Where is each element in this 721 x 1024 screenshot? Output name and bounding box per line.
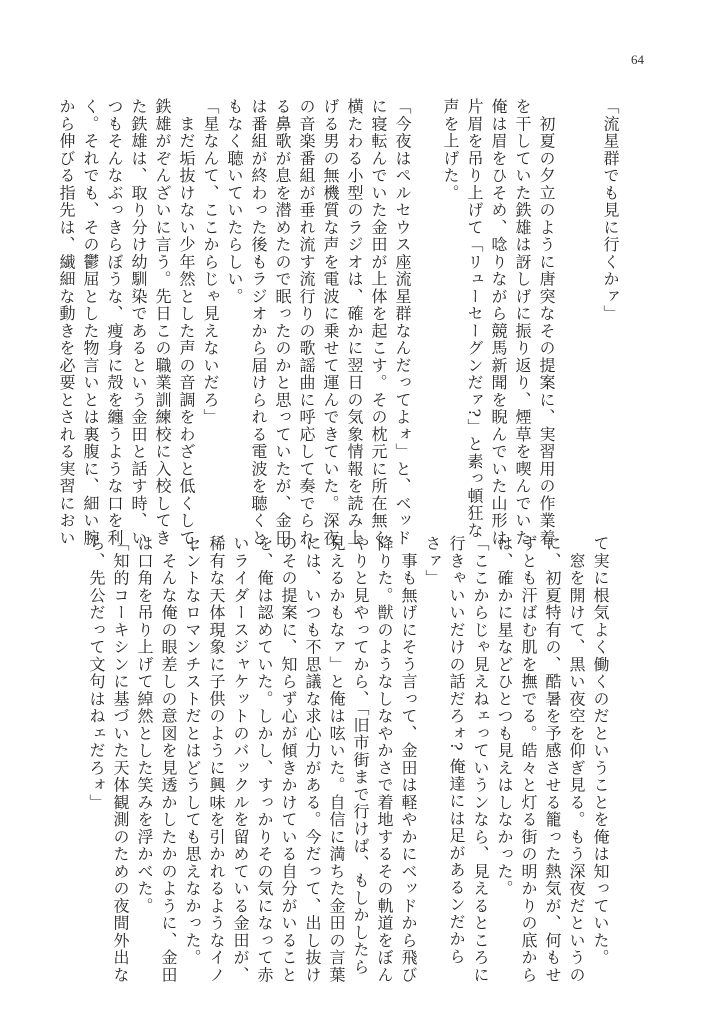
text-column: を干していた鉄雄は訝しげに振り返り、煙草を喫んでいた — [513, 98, 532, 547]
text-column: 声を上げた。 — [441, 98, 460, 202]
text-column: そんな俺の眼差しの意図を見透かしたかのように、金田 — [159, 535, 178, 984]
text-column: ずとも汗ばむ肌を撫でる。皓々と灯る街の明かりの底から — [519, 535, 538, 984]
text-column: いライダースジャケットのバックルを留めている金田が、 — [231, 535, 250, 984]
text-column: 初夏の夕立のように唐突なその提案に、実習用の作業着 — [537, 98, 556, 547]
text-column: セントなロマンチストだとはどうしても思えなかった。 — [183, 535, 202, 967]
text-column: 見えるかもなァ」と俺は呟いた。自信に満ちた金田の言葉 — [327, 535, 346, 984]
text-column: ら、先公だって文句はねェだろォ」 — [87, 535, 106, 811]
text-column: 俺は眉をひそめ、唸りながら競馬新聞を睨んでいた山形は — [489, 98, 508, 547]
text-column: のその提案に、知らず心が傾きかけている自分がいること — [279, 535, 298, 984]
text-column: 「流星群でも見に行くかァ」 — [601, 98, 620, 323]
text-column: の音楽番組が垂れ流す流行りの歌謡曲に呼応して奏でられ — [297, 98, 316, 547]
text-column: 窓を開けて、黒い夜空を仰ぎ見る。もう深夜だというの — [567, 535, 586, 984]
text-column: には、いつも不思議な求心力がある。今だって、出し抜け — [303, 535, 322, 984]
text-column: は番組が終わった後もラジオから届けられる電波を聴くと — [249, 98, 268, 547]
text-column: る鼻歌が息を潜めたので眠ったのかと思っていたが、金田 — [273, 98, 292, 547]
text-column: に寝転んでいた金田が上体を起こす。その枕元に所在無く — [369, 98, 388, 547]
text-column: 「知的コーキシンに基づいた天体観測のための夜間外出な — [111, 535, 130, 984]
text-column: 稀有な天体現象に子供のように興味を引かれるようなイノ — [207, 535, 226, 984]
text-column: を、俺は認めていた。しかし、すっかりその気になって赤 — [255, 535, 274, 984]
bottom-text-block — [84, 535, 612, 984]
text-column: 「星なんて、ここからじゃ見えないだろ」 — [201, 98, 220, 426]
text-column: 鉄雄がぞんざいに言う。先日この職業訓練校に入校してき — [153, 98, 172, 547]
text-column: た鉄雄は、取り分け幼馴染であるという金田と話す時、い — [129, 98, 148, 547]
text-column: もなく聴いていたらしい。 — [225, 98, 244, 305]
text-column: は口角を吊り上げて綽然とした笑みを浮かべた。 — [135, 535, 154, 915]
text-column: 片眉を吊り上げて「リューセーグンだァ?」と素っ頓狂な — [465, 98, 484, 540]
text-column: 行きゃいいだけの話だろォ? 俺達には足があるンだから — [447, 535, 466, 966]
text-column: 降りた。獣のようなしなやかさで着地するその軌道をぼん — [375, 535, 394, 984]
text-column: まだ垢抜けない少年然とした声の音調をわざと低くして、 — [177, 98, 196, 564]
page-number: 64 — [631, 52, 644, 67]
text-column: て実に根気よく働くのだということを俺は知っていた。 — [591, 535, 610, 967]
text-column: 横たわる小型のラジオは、確かに翌日の気象情報を読み上 — [345, 98, 364, 547]
text-column: さァ」 — [423, 535, 442, 587]
text-column: やりと見やってから、「旧市街まで行けば、もしかしたら — [351, 535, 370, 976]
top-text-block — [54, 98, 622, 564]
text-column: く。それでも、その鬱屈とした物言いとは裏腹に、細い腕 — [81, 98, 100, 547]
text-column: 事も無げにそう言って、金田は軽やかにベッドから飛び — [399, 535, 418, 984]
text-column: 「今夜はペルセウス座流星群なんだってよォ」と、ベッド — [393, 98, 412, 547]
text-column: から伸びる指先は、繊細な動きを必要とされる実習におい — [57, 98, 76, 547]
text-column: は、確かに星などひとつも見えはしなかった。 — [495, 535, 514, 898]
text-column: げる男の無機質な声を電波に乗せて運んできていた。深夜 — [321, 98, 340, 547]
text-column: に、初夏特有の、酷暑を予感させる籠った熱気が、何もせ — [543, 535, 562, 984]
text-column: 「ここからじゃ見えねェっていうンなら、見えるところに — [471, 535, 490, 984]
text-column: つもそんなぶっきらぼうな、痩身に殻を纏うような口を利 — [105, 98, 124, 547]
